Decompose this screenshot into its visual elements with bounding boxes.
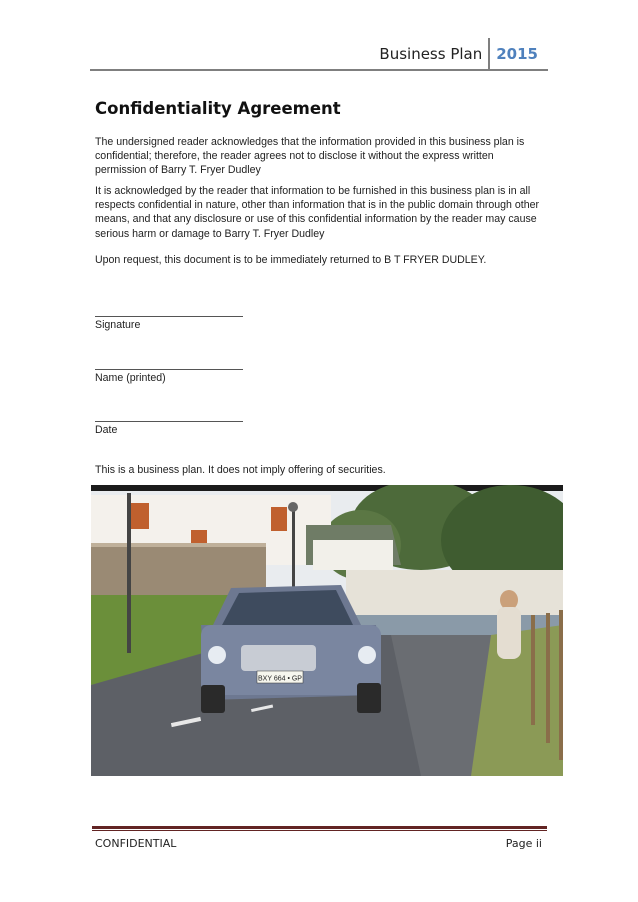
name-line: [95, 369, 243, 370]
paragraph-acknowledgement: It is acknowledged by the reader that information to be furnished in this business plan is in all respects confidential in nature, other than information that is in the public domain through other means, and that any disclosure or use of this confidential information by the reader may cause serious harm or damage to Barry T. Fryer Dudley: [95, 185, 540, 240]
header-title: Business Plan: [379, 45, 483, 63]
page-header: [379, 38, 538, 70]
disclaimer-text: This is a business plan. It does not imply offering of securities.: [95, 464, 386, 476]
date-label: Date: [95, 424, 118, 436]
signature-line: [95, 316, 243, 317]
footer-rule-thin: [92, 830, 547, 831]
street-car-photo: [91, 485, 563, 776]
footer-rule-thick: [92, 826, 547, 829]
header-year: 2015: [496, 45, 538, 63]
footer-confidential: CONFIDENTIAL: [95, 837, 177, 850]
paragraph-confidential: The undersigned reader acknowledges that the information provided in this business plan is confidential; therefore, the reader agrees not to disclose it without the express written permission of Barry T. Fryer Dudley: [95, 136, 525, 177]
page-heading: Confidentiality Agreement: [95, 99, 341, 118]
photo-illustration: [91, 485, 563, 776]
name-label: Name (printed): [95, 372, 166, 384]
footer-page-number: Page ii: [505, 837, 542, 850]
license-plate-text: BXY 664 • GP: [258, 675, 302, 683]
paragraph-return: Upon request, this document is to be immediately returned to B T FRYER DUDLEY.: [95, 254, 487, 266]
date-line: [95, 421, 243, 422]
signature-label: Signature: [95, 319, 141, 331]
header-rule: [90, 69, 548, 71]
